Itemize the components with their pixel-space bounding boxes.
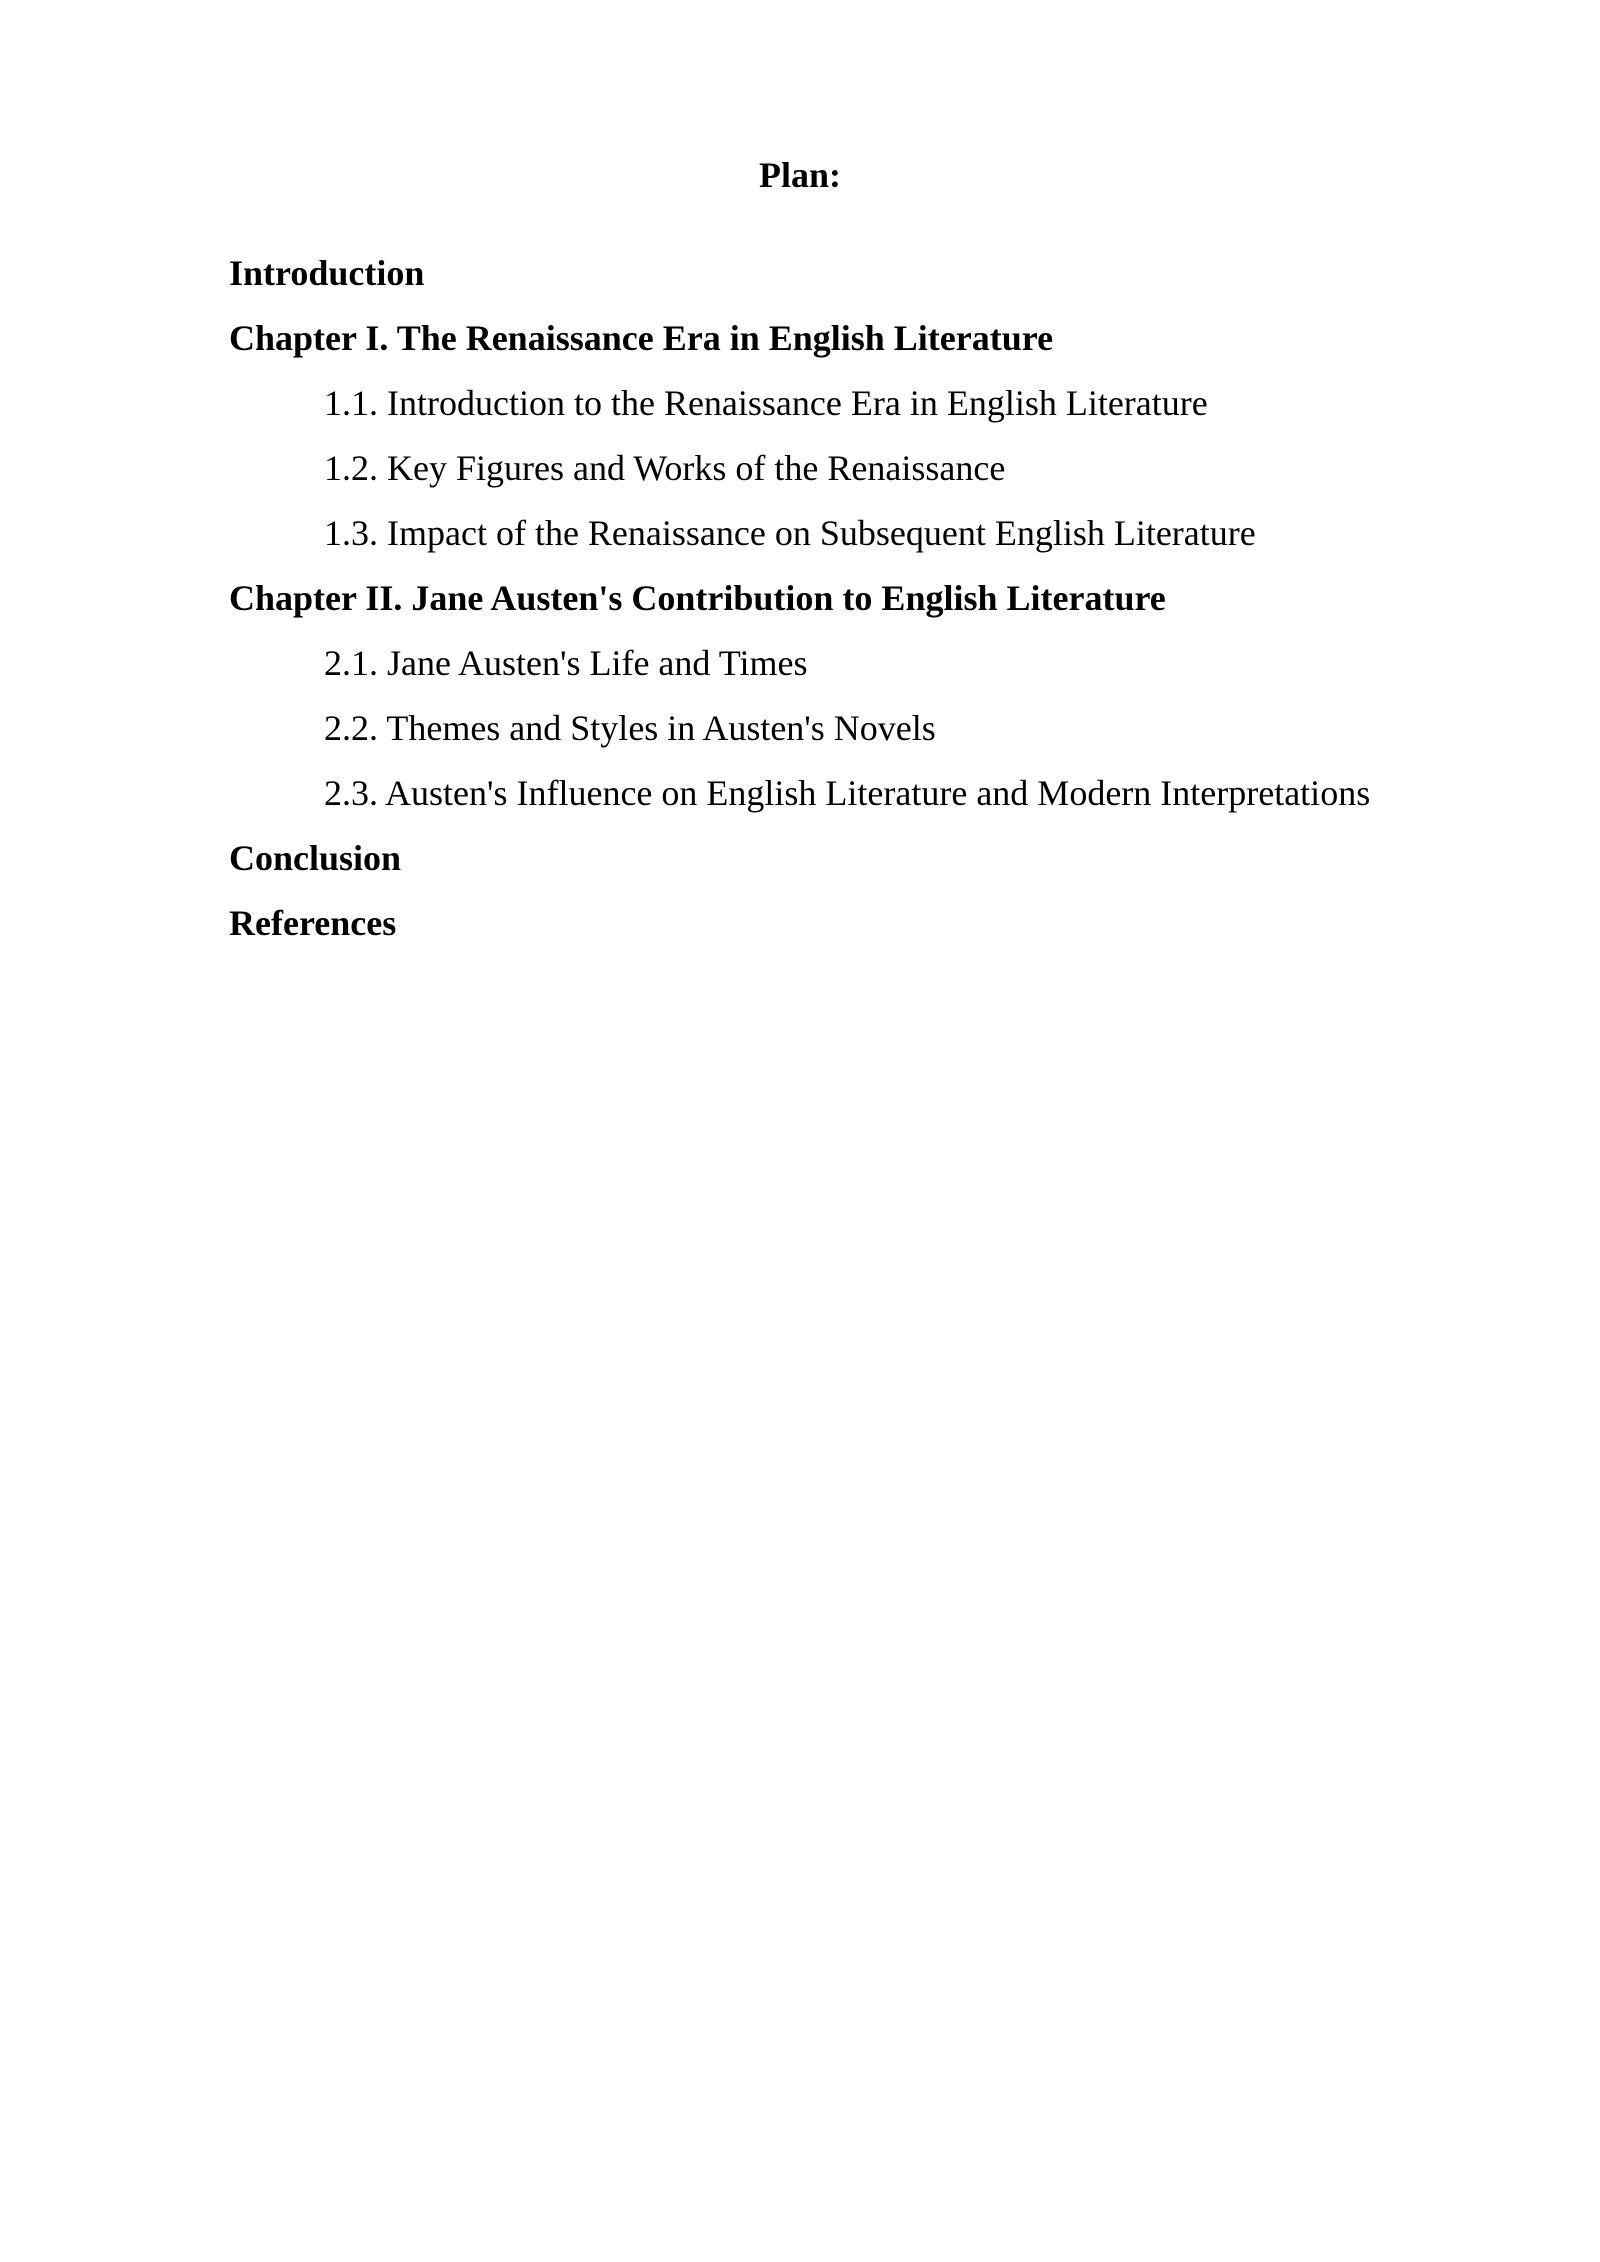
toc-section-1-1: 1.1. Introduction to the Renaissance Era in English Literature — [324, 383, 1208, 423]
toc-references: References — [229, 903, 397, 943]
toc-introduction: Introduction — [229, 253, 425, 293]
toc-section-2-1: 2.1. Jane Austen's Life and Times — [324, 643, 808, 683]
toc-section-1-2: 1.2. Key Figures and Works of the Renaissance — [324, 448, 1006, 488]
toc-chapter-1: Chapter I. The Renaissance Era in English Literature — [229, 318, 1054, 358]
table-of-contents — [229, 247, 1529, 962]
toc-section-2-3: 2.3. Austen's Influence on English Literature and Modern Interpretations — [324, 773, 1371, 813]
toc-chapter-2: Chapter II. Jane Austen's Contribution to English Literature — [229, 578, 1166, 618]
page-title: Plan: — [758, 155, 841, 195]
toc-conclusion: Conclusion — [229, 838, 402, 878]
toc-section-1-3: 1.3. Impact of the Renaissance on Subsequent English Literature — [324, 513, 1256, 553]
toc-section-2-2: 2.2. Themes and Styles in Austen's Novels — [324, 708, 936, 748]
